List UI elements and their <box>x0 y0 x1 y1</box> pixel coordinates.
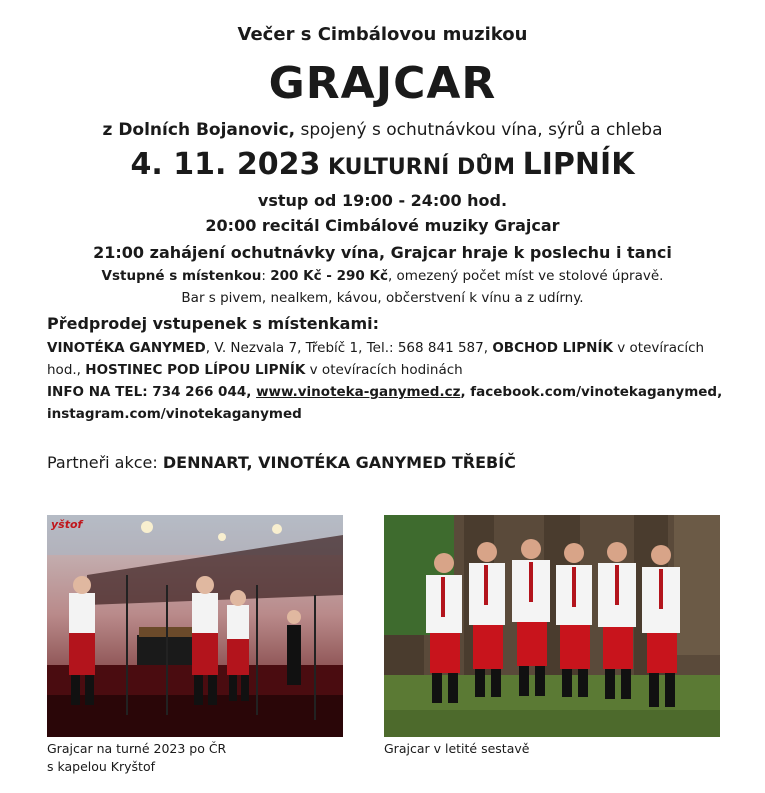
origin-bold: z Dolních Bojanovic, <box>102 120 296 140</box>
entry-time: vstup od 19:00 - 24:00 hod. <box>257 191 508 210</box>
shop2-rest: v otevíracích <box>612 340 705 356</box>
recital-time: 20:00 recitál Cimbálové muziky Grajcar <box>205 216 560 235</box>
line2-start: hod., <box>47 362 86 378</box>
date-venue <box>0 147 765 182</box>
presale-line-1 <box>47 340 704 356</box>
fee-label: Vstupné s místenkou <box>101 268 262 284</box>
presale-heading: Předprodej vstupenek s místenkami: <box>47 314 380 333</box>
concert-caption-1: Grajcar na turné 2023 po ČR <box>47 741 227 756</box>
band-photo <box>384 515 720 737</box>
shop2-name: OBCHOD LIPNÍK <box>492 340 613 356</box>
bar-info: Bar s pivem, nealkem, kávou, občerstvení k vínu a z udírny. <box>181 290 584 306</box>
instagram-text: instagram.com/vinotekaganymed <box>47 406 302 422</box>
band-caption: Grajcar v letité sestavě <box>384 741 530 756</box>
fee-value: 200 Kč - 290 Kč <box>270 268 388 284</box>
entry-fee <box>0 268 765 284</box>
concert-caption-2: s kapelou Kryštof <box>47 759 156 774</box>
tasting-time: 21:00 zahájení ochutnávky vína, Grajcar hraje k poslechu i tanci <box>93 243 672 262</box>
shop3-rest: v otevíracích hodinách <box>305 362 463 378</box>
fee-colon: : <box>261 268 271 284</box>
facebook-text: , facebook.com/vinotekaganymed, <box>460 384 723 400</box>
info-label: INFO NA TEL: 734 266 044, <box>47 384 257 400</box>
shop1-name: VINOTÉKA GANYMED <box>47 340 206 356</box>
band-origin <box>0 120 765 140</box>
band-name: GRAJCAR <box>268 58 497 109</box>
fee-rest: , omezený počet míst ve stolové úpravě. <box>387 268 664 284</box>
presale-line-3 <box>47 384 722 400</box>
origin-rest: spojený s ochutnávkou vína, sýrů a chleba <box>295 120 663 140</box>
concert-photo <box>47 515 343 737</box>
presale-line-2 <box>47 362 463 378</box>
partners-names: DENNART, VINOTÉKA GANYMED TŘEBÍČ <box>162 453 516 472</box>
partners <box>47 453 516 472</box>
venue-prefix: KULTURNÍ DŮM <box>320 155 523 180</box>
presale-line-4 <box>47 406 302 422</box>
partners-label: Partneři akce: <box>47 453 163 472</box>
website-link[interactable]: www.vinoteka-ganymed.cz <box>256 384 461 400</box>
event-subtitle: Večer s Cimbálovou muzikou <box>237 24 528 45</box>
shop1-address: , V. Nezvala 7, Třebíč 1, Tel.: 568 841 587, <box>205 340 493 356</box>
event-date: 4. 11. 2023 <box>130 147 321 182</box>
venue-city: LIPNÍK <box>522 147 635 182</box>
photo-watermark: yštof <box>51 518 83 531</box>
shop3-name: HOSTINEC POD LÍPOU LIPNÍK <box>85 362 306 378</box>
